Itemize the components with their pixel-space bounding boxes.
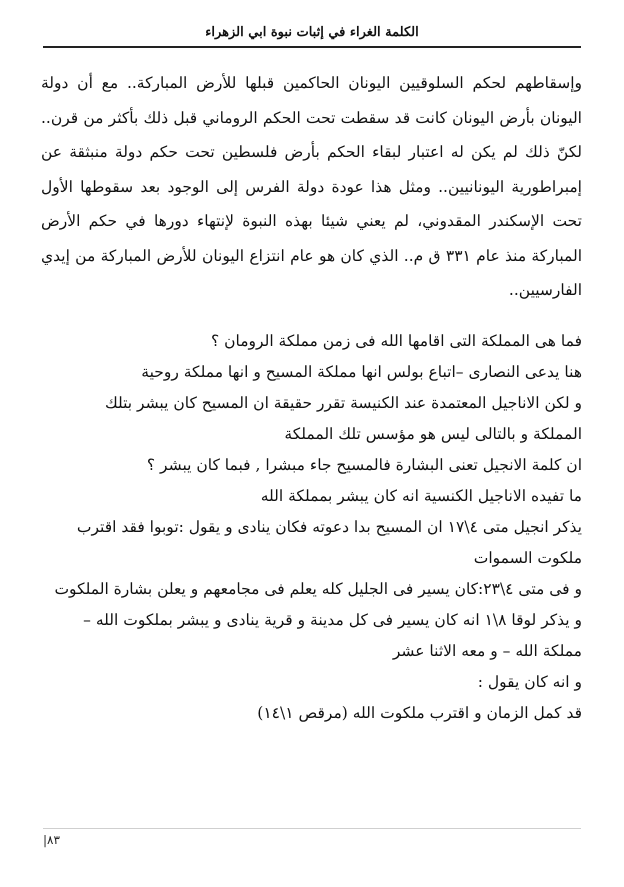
text-line-11: مملكة الله – و معه الاثنا عشر [392, 641, 582, 660]
text-line-1: فما هى المملكة التى اقامها الله فى زمن مملكة الرومان ؟ [211, 331, 582, 350]
page-body [41, 66, 582, 729]
text-line-10: و يذكر لوقا ٨\١ انه كان يسير فى كل مدينة و قرية ينادى و يبشر بملكوت الله – [83, 610, 582, 629]
footer-divider [43, 828, 581, 829]
text-line-6: ما تفيده الاناجيل الكنسية انه كان يبشر بمملكة الله [260, 486, 582, 505]
text-line-5: ان كلمة الانجيل تعنى البشارة فالمسيح جاء مبشرا , فبما كان يبشر ؟ [146, 455, 582, 474]
text-line-13: قد كمل الزمان و اقترب ملكوت الله (مرقص ١\١٤) [257, 703, 582, 722]
text-line-7: يذكر انجيل متى ٤\١٧ ان المسيح بدا دعوته فكان ينادى و يقول :توبوا فقد اقترب [76, 517, 582, 536]
text-line-12: و انه كان يقول : [477, 672, 582, 691]
text-line-2: هنا يدعى النصارى –اتباع بولس انها مملكة المسيح و انها مملكة روحية [141, 362, 582, 381]
paragraph-2 [41, 326, 582, 729]
paragraph-1: وإسقاطهم لحكم السلوقيين اليونان الحاكمين قبلها للأرض المباركة.. مع أن دولة اليونان بأرض اليونان كانت قد سقطت تحت الحكم الروماني قبل ذلك بأكثر من قرن.. لكنّ ذلك لم يكن له اعتبار لبقاء الحكم بأرض فلسطين تحت حكم دولة منبثقة عن إمبراطورية اليونانيين.. ومثل هذا عودة دولة الفرس إلى الوجود بعد سقوطها الأول تحت الإسكندر المقدوني، لم يعني شيئا بهذه النبوة لإنتهاء دورها في حكم الأرض المباركة منذ عام ٣٣١ ق م.. الذي كان هو عام انتزاع اليونان للأرض المباركة من إيدي الفارسيين.. [41, 74, 583, 299]
text-line-4: المملكة و بالتالى ليس هو مؤسس تلك المملكة [284, 424, 582, 443]
page-number: |٨٣ [43, 833, 60, 847]
text-line-3: و لكن الاناجيل المعتمدة عند الكنيسة تقرر حقيقة ان المسيح كان يبشر بتلك [104, 393, 582, 412]
text-line-9: و فى متى ٤\٢٣:كان يسير فى الجليل كله يعلم فى مجامعهم و يعلن بشارة الملكوت [54, 579, 582, 598]
running-header: الكلمة الغراء في إثبات نبوة ابي الزهراء [205, 25, 419, 40]
text-line-8: ملكوت السموات [473, 548, 582, 567]
header-divider [43, 46, 581, 48]
